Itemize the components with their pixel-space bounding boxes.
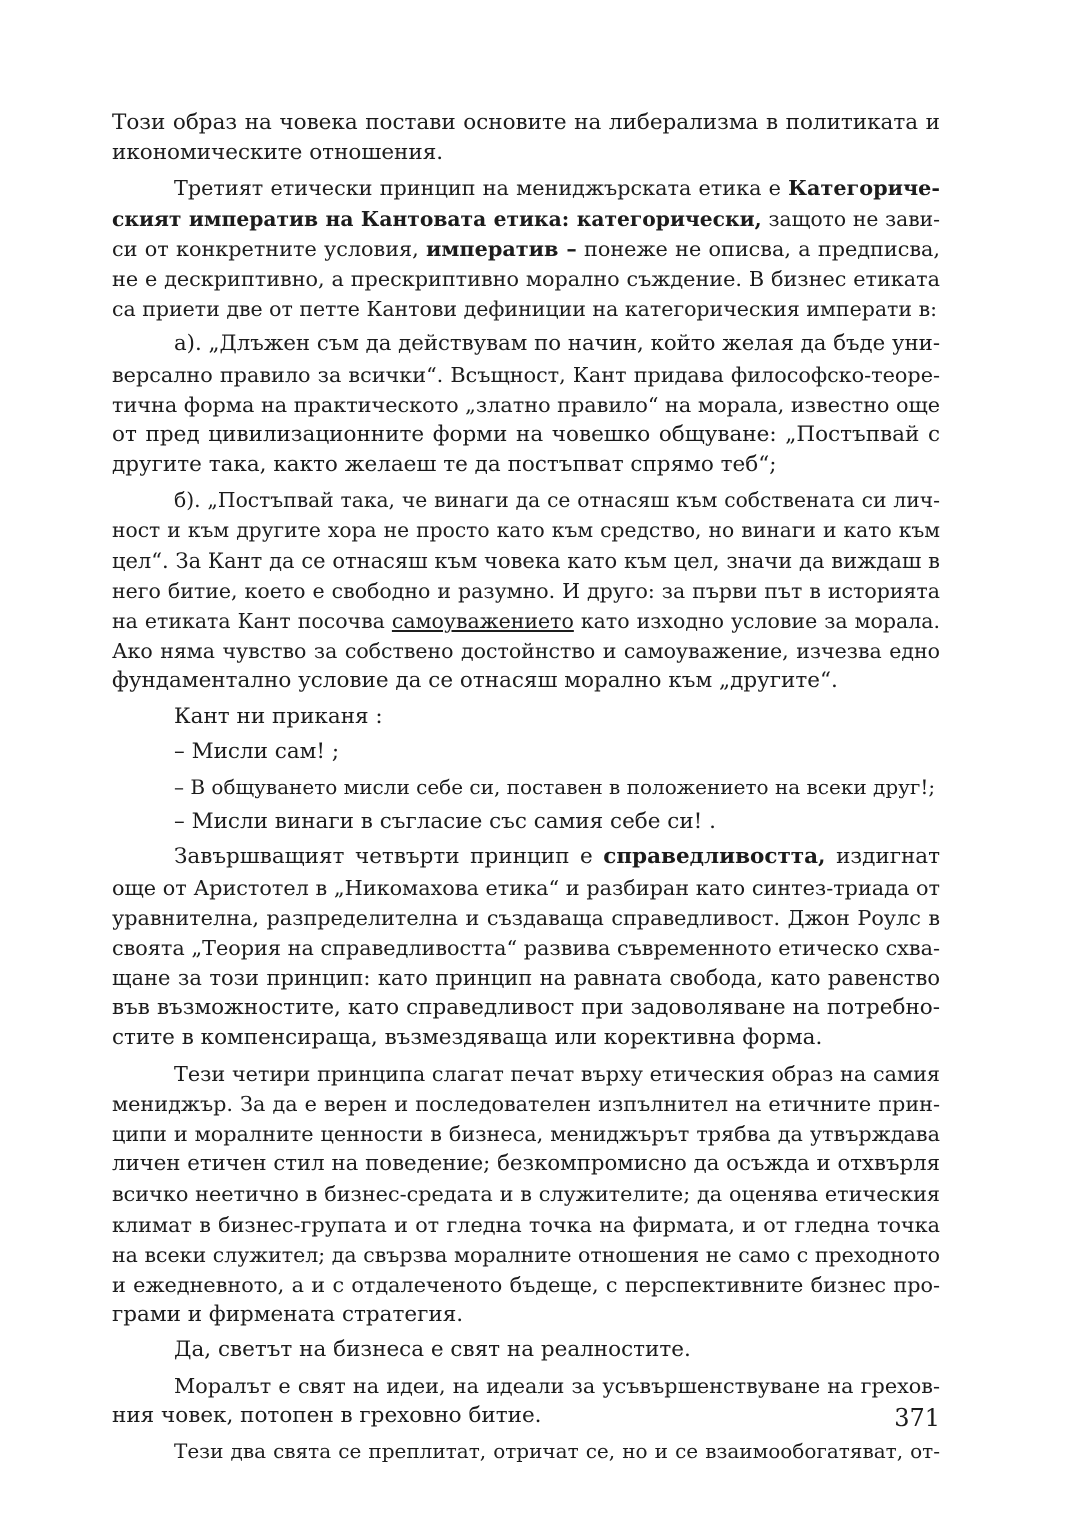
text-line: Да, светът на бизнеса е свят на реалностите. — [174, 1337, 691, 1363]
text-line: б). „Постъпвай така, че винаги да се отнасяш към собствената си лич- — [174, 488, 940, 513]
text-line: Този образ на човека постави основите на либерализма в политиката и — [112, 110, 940, 135]
text-line: всичко неетично в бизнес-средата и в служителите; да оценява етическия — [112, 1182, 940, 1207]
text-line: своята „Теория на справедливостта“ развива съвременното етическо схва- — [112, 935, 940, 960]
text-line: уравнителна, разпределителна и създаваща справедливост. Джон Роулс в — [112, 905, 940, 930]
text-line: климат в бизнес-групата и от гледна точка на фирмата, и от гледна точка — [112, 1212, 940, 1237]
text-line: – В общуването мисли себе си, поставен в положението на всеки друг!; — [174, 774, 936, 799]
text-line: другите така, както желаеш те да постъпват спрямо теб“; — [112, 452, 777, 478]
text-line: – Мисли винаги в съгласие със самия себе си! . — [174, 809, 716, 835]
text-line: грами и фирмената стратегия. — [112, 1302, 464, 1328]
bold-term: ският императив на Кантовата етика: категорически, — [112, 206, 762, 231]
paragraph — [112, 702, 940, 732]
page-number: 371 — [894, 1404, 940, 1432]
text-line: Ако няма чувство за собствено достойнство и самоуважение, изчезва едно — [112, 639, 940, 664]
text-line: – Мисли сам! ; — [174, 738, 340, 764]
text-line: щане за този принцип: като принцип на равната свобода, като равенство — [112, 966, 940, 991]
paragraph — [112, 329, 940, 480]
paragraph — [112, 737, 940, 767]
text-line: цел“. За Кант да се отнасяш към човека като към цел, значи да виждаш в — [112, 548, 940, 573]
text-line: версално правило за всички“. Всъщност, Кант придава философско-теоре- — [112, 362, 940, 387]
paragraph — [112, 485, 940, 696]
text-line: а). „Длъжен съм да действувам по начин, който желая да бъде уни- — [174, 331, 940, 357]
paragraph — [112, 807, 940, 837]
text-line: на всеки служител; да свързва моралните отношения не само с преходното — [112, 1242, 940, 1267]
text-line: и ежедневното, а и с отдалеченото бъдеще, с перспективните бизнес про- — [112, 1272, 940, 1297]
text-line: ност и към другите хора не просто като към средство, но винаги и като към — [112, 518, 940, 543]
paragraph — [112, 842, 940, 1053]
paragraph — [112, 1436, 940, 1466]
text-line: Третият етически принцип на мениджърската етика е Категориче- — [174, 176, 940, 201]
text-line: тична форма на практическото „златно правило“ на морала, известно още — [112, 392, 941, 417]
text-line: на етиката Кант посочва самоуважението като изходно условие за морала. — [112, 609, 941, 633]
text-line: си от конкретните условия, императив – понеже не описва, а предписва, — [112, 236, 940, 261]
paragraph — [112, 1059, 940, 1331]
paragraph — [112, 1335, 940, 1365]
paragraph — [112, 108, 940, 168]
text-line: не е дескриптивно, а прескриптивно морално съждение. В бизнес етиката — [112, 266, 940, 291]
text-line: ципи и моралните ценности в бизнеса, мениджърът трябва да утвърждава — [112, 1122, 940, 1146]
bold-term: Категориче- — [788, 176, 940, 201]
text-line: него битие, което е свободно и разумно. И друго: за първи път в историята — [112, 578, 940, 603]
text-line: стите в компенсираща, възмездяваща или корективна форма. — [112, 1025, 823, 1051]
paragraph — [112, 173, 940, 324]
bold-term: справедливостта, — [603, 844, 826, 870]
paragraph — [112, 1371, 940, 1431]
body-text — [112, 108, 940, 1466]
text-line: икономическите отношения. — [112, 140, 444, 166]
text-line: Моралът е свят на идеи, на идеали за усъвършенствуване на грехов- — [174, 1373, 940, 1398]
text-line: Завършващият четвърти принцип е справедливостта, издигнат — [174, 844, 940, 870]
text-line: още от Аристотел в „Никомахова етика“ и разбиран като синтез-триада от — [112, 875, 940, 900]
text-line: от пред цивилизационните форми на човешко общуване: „Постъпвай с — [112, 421, 940, 447]
text-line: ния човек, потопен в греховно битие. — [112, 1402, 542, 1428]
bold-term: императив – — [426, 236, 577, 261]
text-line: личен етичен стил на поведение; безкомпромисно да осъжда и отхвърля — [112, 1151, 940, 1177]
paragraph — [112, 772, 940, 802]
underlined-term: самоуважението — [391, 609, 574, 633]
text-line: са приети две от петте Кантови дефиниции на категорическия императи в: — [112, 297, 938, 322]
text-line: мениджър. За да е верен и последователен изпълнител на етичните прин- — [112, 1091, 940, 1116]
text-line: Кант ни приканя : — [174, 703, 383, 729]
text-line: Тези два свята се преплитат, отричат се, но и се взаимообогатяват, от- — [174, 1438, 940, 1463]
text-line: във възможностите, като справедливост при задоволяване на потребно- — [112, 995, 940, 1021]
text-line: Тези четири принципа слагат печат върху етическия образ на самия — [174, 1061, 940, 1086]
text-line: ският императив на Кантовата етика: категорически, защото не зави- — [112, 206, 940, 231]
text-line: фундаментално условие да се отнасяш морално към „другите“. — [112, 668, 838, 694]
